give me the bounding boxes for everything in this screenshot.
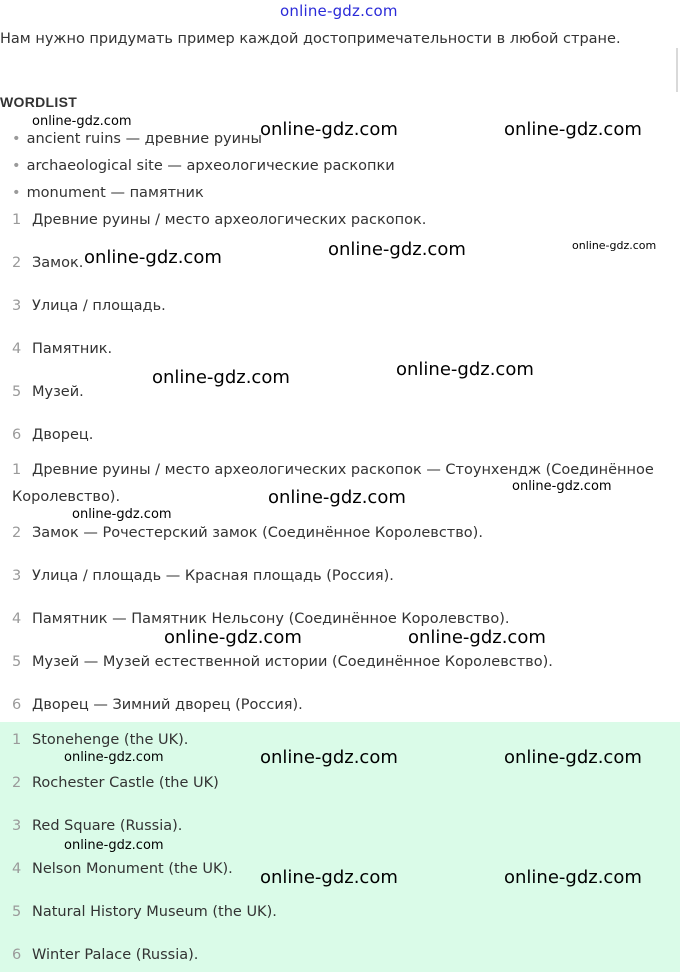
watermark: online-gdz.com bbox=[408, 627, 546, 648]
top-watermark: online-gdz.com bbox=[280, 2, 398, 20]
list-item: 1 Древние руины / место археологических раскопок — Стоунхендж (Соединённое Королевство). bbox=[12, 462, 654, 505]
watermark: online-gdz.com bbox=[504, 867, 642, 888]
watermark: online-gdz.com bbox=[260, 119, 398, 140]
list-item: 6 Дворец — Зимний дворец (Россия). bbox=[12, 697, 303, 713]
watermark: online-gdz.com bbox=[504, 119, 642, 140]
list-item: 3 Улица / площадь — Красная площадь (Россия). bbox=[12, 568, 394, 584]
watermark: online-gdz.com bbox=[260, 747, 398, 768]
watermark: online-gdz.com bbox=[260, 867, 398, 888]
watermark: online-gdz.com bbox=[152, 367, 290, 388]
watermark: online-gdz.com bbox=[164, 627, 302, 648]
list-item: 2 Rochester Castle (the UK) bbox=[12, 775, 219, 791]
watermark: online-gdz.com bbox=[72, 507, 172, 522]
watermark: online-gdz.com bbox=[32, 114, 132, 129]
list-item: 2 Замок. bbox=[12, 255, 84, 271]
watermark: online-gdz.com bbox=[504, 747, 642, 768]
wordlist-item: • monument — памятник bbox=[12, 185, 204, 201]
wordlist-item: • ancient ruins — древние руины bbox=[12, 131, 262, 147]
bullet-icon: • bbox=[12, 131, 21, 147]
watermark: online-gdz.com bbox=[64, 838, 164, 853]
list-item: 4 Nelson Monument (the UK). bbox=[12, 861, 233, 877]
watermark: online-gdz.com bbox=[396, 359, 534, 380]
wordlist-item: • archaeological site — археологические раскопки bbox=[12, 158, 395, 174]
task-intro: Нам нужно придумать пример каждой достопримечательности в любой стране. bbox=[0, 31, 621, 47]
watermark: online-gdz.com bbox=[512, 479, 612, 494]
bullet-icon: • bbox=[12, 158, 21, 174]
list-item: 5 Музей — Музей естественной истории (Соединённое Королевство). bbox=[12, 654, 553, 670]
list-item: 6 Дворец. bbox=[12, 427, 94, 443]
list-item: 3 Red Square (Russia). bbox=[12, 818, 183, 834]
list-item: 3 Улица / площадь. bbox=[12, 298, 166, 314]
watermark: online-gdz.com bbox=[572, 239, 657, 252]
watermark: online-gdz.com bbox=[268, 487, 406, 508]
watermark: online-gdz.com bbox=[328, 239, 466, 260]
watermark: online-gdz.com bbox=[64, 750, 164, 765]
scrollbar[interactable] bbox=[676, 48, 678, 92]
wordlist-title: WORDLIST bbox=[0, 94, 78, 110]
list-item: 4 Памятник — Памятник Нельсону (Соединённое Королевство). bbox=[12, 611, 510, 627]
bullet-icon: • bbox=[12, 185, 21, 201]
list-item: 4 Памятник. bbox=[12, 341, 113, 357]
list-item: 5 Natural History Museum (the UK). bbox=[12, 904, 277, 920]
list-item: 5 Музей. bbox=[12, 384, 84, 400]
list-item: 6 Winter Palace (Russia). bbox=[12, 947, 199, 963]
list-item: 2 Замок — Рочестерский замок (Соединённое Королевство). bbox=[12, 525, 483, 541]
watermark: online-gdz.com bbox=[84, 247, 222, 268]
list-item: 1 Древние руины / место археологических раскопок. bbox=[12, 212, 427, 228]
list-item: 1 Stonehenge (the UK). bbox=[12, 732, 189, 748]
